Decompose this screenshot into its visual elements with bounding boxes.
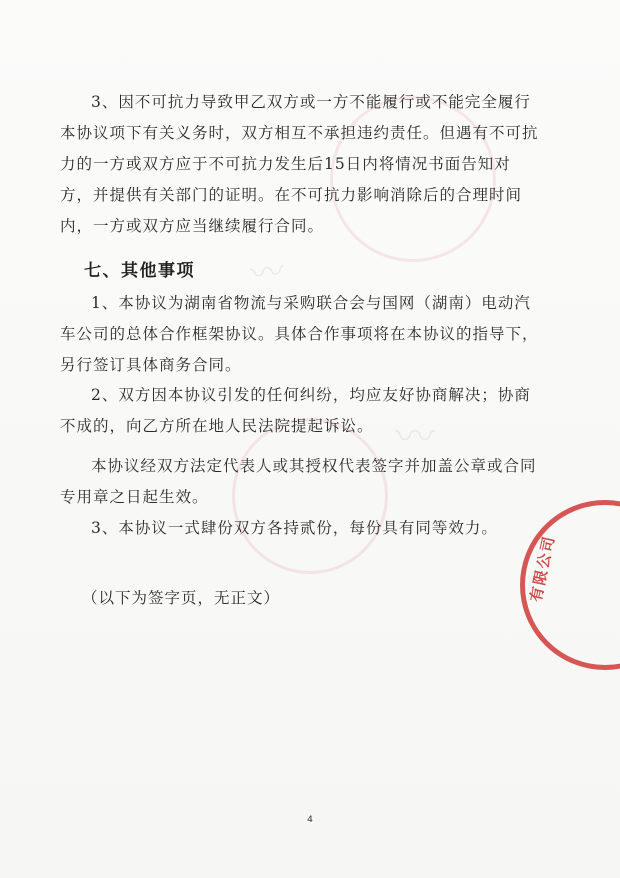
section-title: 七、其他事项 — [84, 261, 195, 281]
force-majeure-clause: 3、因不可抗力导致甲乙双方或一方不能履行或不能完全履行本协议项下有关义务时，双方相互不承担违约责任。但遇有不可抗力的一方或双方应于不可抗力发生后15日内将情况书面告知对方，并提供有关部门的证明。在不可抗力影响消除后的合理时间内，一方或双方应当继续履行合同。 — [60, 93, 539, 235]
clause-item: 2、双方因本协议引发的任何纠纷，均应友好协商解决；协商不成的，向乙方所在地人民法院提起诉讼。 — [60, 386, 531, 435]
clause-item: 本协议经双方法定代表人或其授权代表签字并加盖公章或合同专用章之日起生效。 — [60, 457, 537, 506]
bleed-through-signature: 〰 — [395, 414, 435, 460]
clause-item: 3、本协议一式肆份双方各持贰份，每份具有同等效力。 — [91, 519, 498, 537]
clause-item: 1、本协议为湖南省物流与采购联合会与国网（湖南）电动汽车公司的总体合作框架协议。具体合作事项将在本协议的指导下，另行签订具体商务合同。 — [60, 294, 539, 374]
page-number: 4 — [307, 815, 313, 825]
bleed-through-signature: 〰 — [248, 251, 287, 295]
seal-text: 有限公司 — [526, 533, 559, 604]
signature-page-note: （以下为签字页，无正文） — [82, 589, 281, 607]
